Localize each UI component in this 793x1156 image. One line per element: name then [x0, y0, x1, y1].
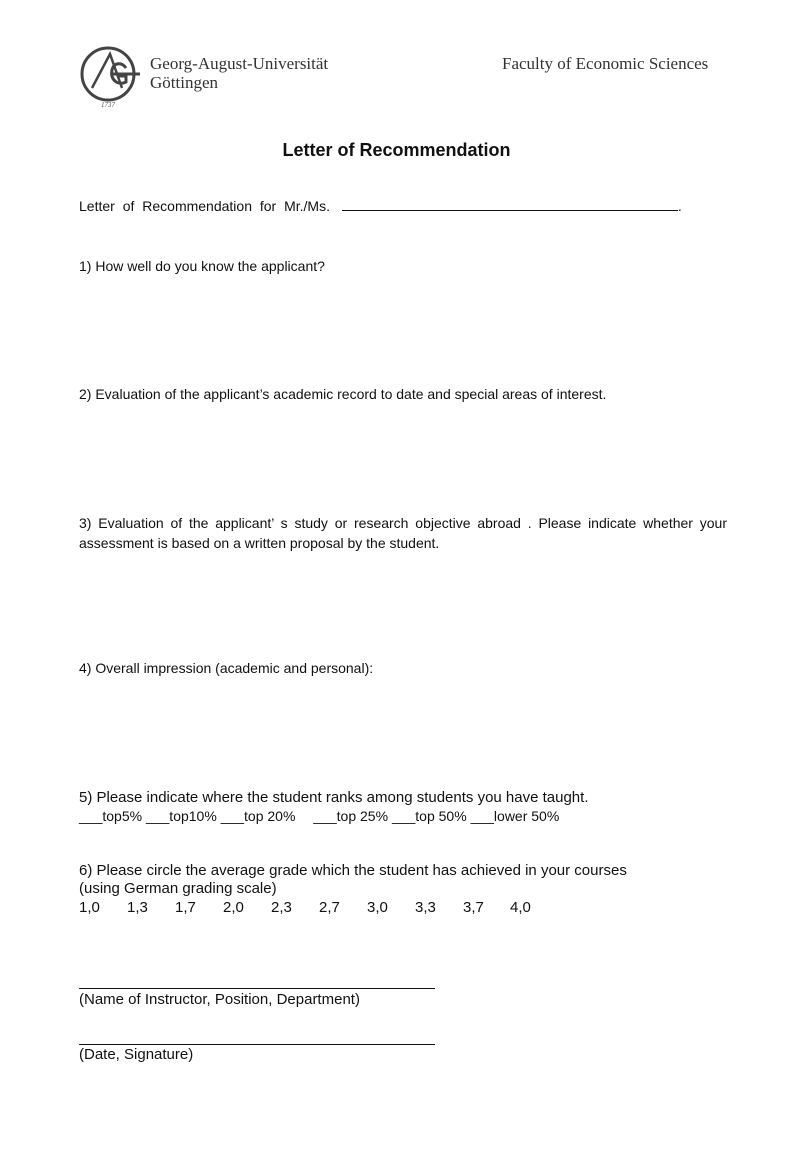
rank-option-top25[interactable]: ___top 25%: [313, 808, 389, 824]
date-signature-line[interactable]: [79, 1044, 435, 1045]
recipient-label: Letter of Recommendation for Mr./Ms.: [79, 198, 330, 214]
question-6: [79, 862, 627, 898]
question-3: 3) Evaluation of the applicant’ s study or research objective abroad . Please indicate whether your assessment is based on a written proposal by the student.: [79, 515, 727, 551]
instructor-signature-line[interactable]: [79, 988, 435, 989]
rank-option-lower50[interactable]: ___lower 50%: [470, 808, 560, 824]
recipient-terminal: .: [677, 198, 682, 214]
grade-option[interactable]: 3,3: [415, 899, 436, 916]
question-1: 1) How well do you know the applicant?: [79, 258, 325, 274]
question-5: 5) Please indicate where the student ranks among students you have taught.: [79, 789, 589, 806]
recipient-line: [79, 196, 682, 216]
grade-option[interactable]: 2,3: [271, 899, 292, 916]
recipient-name-field[interactable]: [342, 198, 678, 211]
grade-option[interactable]: 1,7: [175, 899, 196, 916]
grade-option[interactable]: 4,0: [510, 899, 531, 916]
grade-option[interactable]: 2,7: [319, 899, 340, 916]
rank-option-top10[interactable]: ___top10%: [145, 808, 217, 824]
grade-option[interactable]: 3,7: [463, 899, 484, 916]
university-name-line1: Georg-August-Universität: [150, 54, 329, 73]
rank-option-top20[interactable]: ___top 20%: [220, 808, 296, 824]
instructor-label: (Name of Instructor, Position, Department): [79, 991, 360, 1008]
university-name-line2: Göttingen: [150, 73, 218, 92]
grade-option[interactable]: 1,3: [127, 899, 148, 916]
faculty-name: Faculty of Economic Sciences: [502, 54, 709, 73]
question-6-line1: 6) Please circle the average grade which the student has achieved in your courses: [79, 862, 627, 879]
question-6-line2: (using German grading scale): [79, 880, 277, 897]
page-title: Letter of Recommendation: [282, 140, 511, 160]
university-seal-logo: [78, 44, 142, 110]
rank-options: [79, 808, 559, 824]
grade-option[interactable]: 3,0: [367, 899, 388, 916]
question-2: 2) Evaluation of the applicant’s academic record to date and special areas of interest.: [79, 386, 607, 402]
question-4: 4) Overall impression (academic and personal):: [79, 660, 374, 676]
grade-option[interactable]: 1,0: [79, 899, 100, 916]
svg-text:1737: 1737: [101, 101, 115, 109]
date-signature-label: (Date, Signature): [79, 1046, 194, 1063]
university-name: [150, 54, 328, 92]
grade-option[interactable]: 2,0: [223, 899, 244, 916]
rank-option-top50[interactable]: ___top 50%: [391, 808, 467, 824]
rank-option-top5[interactable]: ___top5%: [79, 808, 143, 824]
